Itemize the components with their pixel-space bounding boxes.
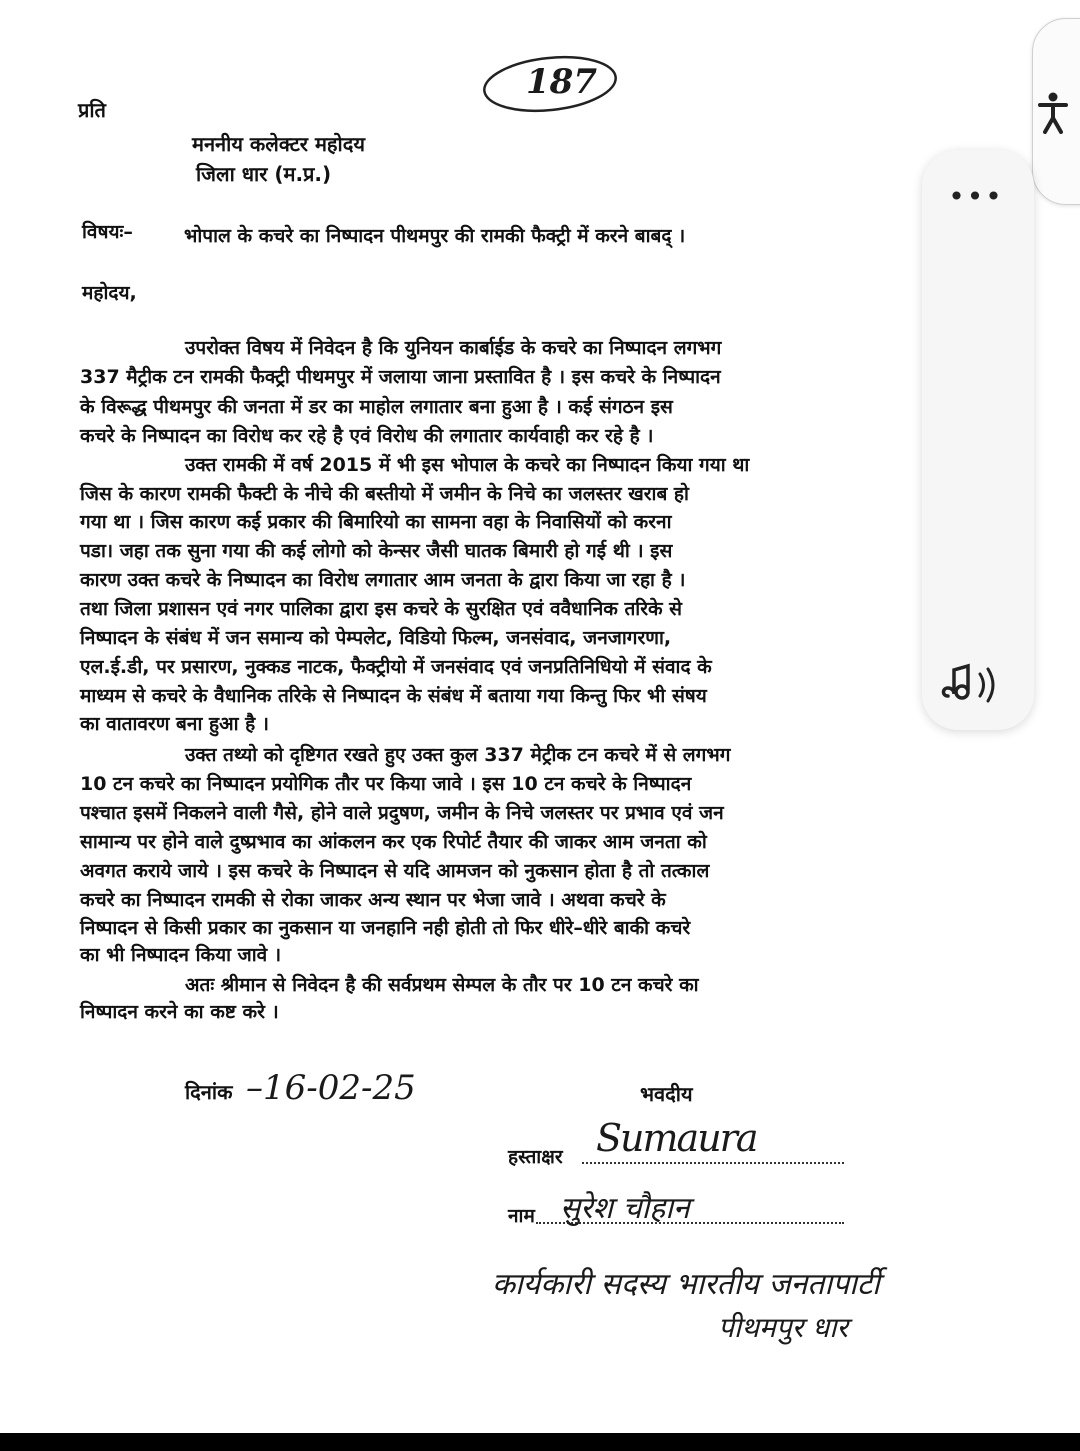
- subject-label: विषयः–: [82, 221, 133, 243]
- signature-mark: Sumaura: [596, 1116, 757, 1160]
- read-aloud-icon[interactable]: [938, 660, 1008, 710]
- subject-text: भोपाल के कचरे का निष्पादन पीथमपुर की रामकी फैक्ट्री में करने बाबद् ।: [184, 225, 686, 247]
- para2-line: जिस के कारण रामकी फैक्टी के नीचे की बस्तीयो में जमीन के निचे का जलस्तर खराब हो: [80, 483, 689, 505]
- para2-line: तथा जिला प्रशासन एवं नगर पालिका द्वारा इस कचरे के सुरक्षित एवं ववैधानिक तरिके से: [80, 598, 683, 620]
- para1-line: उपरोक्त विषय में निवेदन है कि युनियन कार्बाईड के कचरे का निष्पादन लगभग: [185, 337, 722, 359]
- salutation: महोदय,: [82, 282, 137, 304]
- name-label: नाम: [508, 1205, 535, 1227]
- designation-line2: पीथमपुर धार: [718, 1311, 848, 1344]
- para1-line: 337 मैट्रीक टन रामकी फैक्ट्री पीथमपुर में जलाया जाना प्रस्तावित है । इस कचरे के निष्पादन: [80, 366, 721, 388]
- addressee-line2: जिला धार (म.प्र.): [196, 162, 332, 186]
- para2-line: निष्पादन के संबंध में जन समान्य को पेम्पलेट, विडियो फिल्म, जनसंवाद, जनजागरणा,: [80, 627, 672, 649]
- signature-line: [582, 1160, 844, 1164]
- para1-line: के विरूद्ध पीथमपुर की जनता में डर का माहोल लगातार बना हुआ है । कई संगठन इस: [80, 396, 673, 418]
- page-number: 187: [526, 62, 597, 102]
- para1-line: कचरे के निष्पादन का विरोध कर रहे है एवं विरोध की लगातार कार्यवाही कर रहे है ।: [80, 425, 654, 447]
- para2-line: पडा। जहा तक सुना गया की कई लोगो को केन्सर जैसी घातक बिमारी हो गई थी । इस: [80, 540, 673, 562]
- para3-line: 10 टन कचरे का निष्पादन प्रयोगिक तौर पर किया जावे । इस 10 टन कचरे के निष्पादन: [80, 773, 692, 795]
- para2-line: माध्यम से कचरे के वैधानिक तरिके से निष्पादन के संबंध में बताया गया किन्तु फिर भी संषय: [80, 685, 707, 707]
- para4-line: अतः श्रीमान से निवेदन है की सर्वप्रथम सेम्पल के तौर पर 10 टन कचरे का: [185, 974, 699, 996]
- para3-line: सामान्य पर होने वाले दुष्प्रभाव का आंकलन कर एक रिपोर्ट तैयार की जाकर आम जनता को: [80, 831, 707, 853]
- date-value: –16-02-25: [246, 1068, 416, 1108]
- para4-line: निष्पादन करने का कष्ट करे ।: [80, 1001, 279, 1023]
- para2-line: का वातावरण बना हुआ है ।: [80, 713, 270, 735]
- para3-line: पश्चात इसमें निकलने वाली गैसे, होने वाले प्रदुषण, जमीन के निचे जलस्तर पर प्रभाव एवं जन: [80, 802, 724, 824]
- name-handwritten: सुरेश चौहान: [560, 1191, 690, 1226]
- para2-line: कारण उक्त कचरे के निष्पादन का विरोध लगातार आम जनता के द्वारा किया जा रहा है ।: [80, 569, 686, 591]
- addressee-line1: मननीय कलेक्टर महोदय: [192, 132, 365, 156]
- para2-line: गया था । जिस कारण कई प्रकार की बिमारियो का सामना वहा के निवासियों को करना: [80, 511, 672, 533]
- para2-line: एल.ई.डी, पर प्रसारण, नुक्कड नाटक, फैक्ट्रीयो में जनसंवाद एवं जनप्रतिनिधियो में संवाद के: [80, 656, 712, 678]
- signature-label: हस्ताक्षर: [508, 1146, 563, 1168]
- para3-line: उक्त तथ्यो को दृष्टिगत रखते हुए उक्त कुल 337 मेट्रीक टन कचरे में से लगभग: [185, 744, 731, 766]
- accessibility-icon[interactable]: [1036, 90, 1070, 136]
- closing-bhavdiya: भवदीय: [640, 1082, 693, 1106]
- more-options-icon[interactable]: •••: [948, 180, 1004, 213]
- para3-line: कचरे का निष्पादन रामकी से रोका जाकर अन्य स्थान पर भेजा जावे । अथवा कचरे के: [80, 889, 666, 911]
- date-label: दिनांक: [185, 1080, 233, 1104]
- prati-label: प्रति: [78, 98, 106, 122]
- para3-line: का भी निष्पादन किया जावे ।: [80, 944, 282, 966]
- para3-line: अवगत कराये जाये । इस कचरे के निष्पादन से यदि आमजन को नुकसान होता है तो तत्काल: [80, 860, 710, 882]
- designation-line1: कार्यकारी सदस्य भारतीय जनतापार्टी: [492, 1267, 880, 1302]
- para2-line: उक्त रामकी में वर्ष 2015 में भी इस भोपाल के कचरे का निष्पादन किया गया था: [185, 454, 750, 476]
- floating-tools-panel: [922, 150, 1034, 730]
- para3-line: निष्पादन से किसी प्रकार का नुकसान या जनहानि नही होती तो फिर धीरे–धीरे बाकी कचरे: [80, 917, 691, 939]
